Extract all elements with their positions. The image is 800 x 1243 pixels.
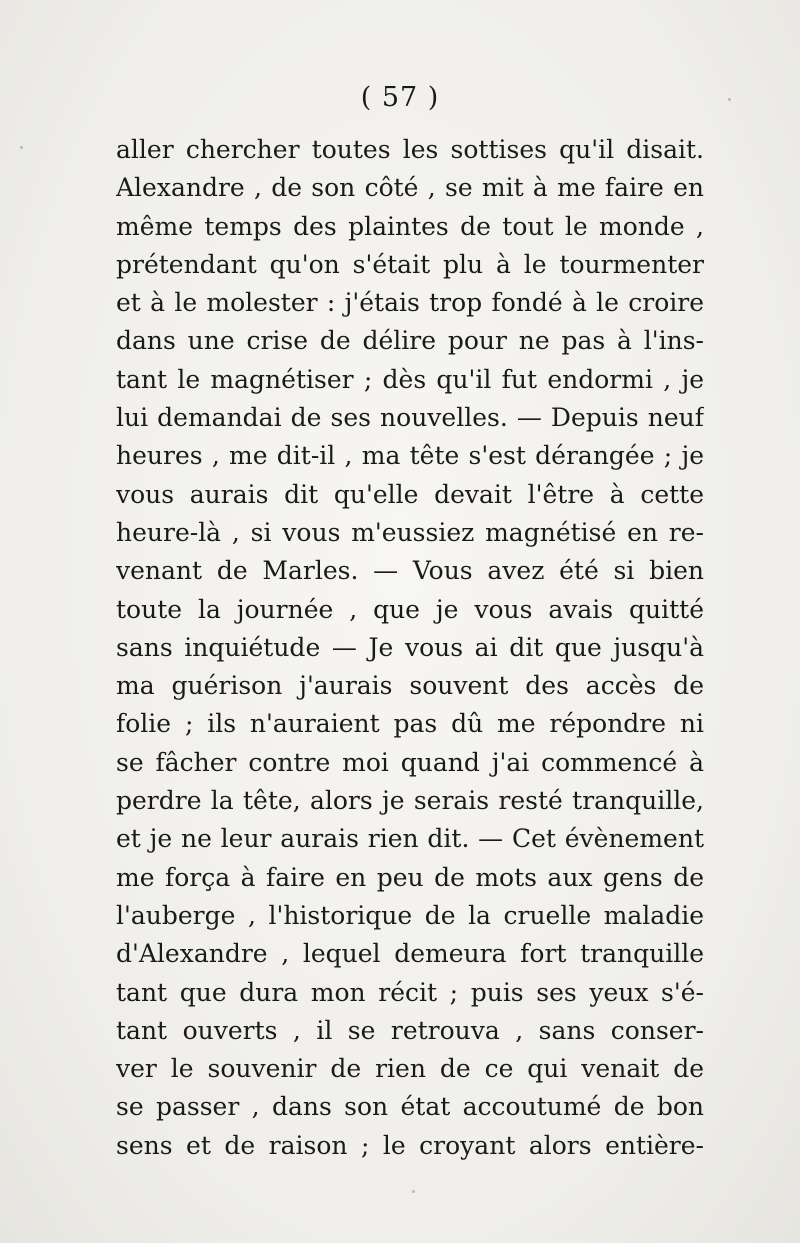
text-line: l'auberge , l'historique de la cruelle maladie bbox=[116, 900, 704, 930]
text-line: vous aurais dit qu'elle devait l'être à cette bbox=[116, 479, 704, 509]
text-line: même temps des plaintes de tout le monde , bbox=[116, 211, 704, 241]
text-line: tant ouverts , il se retrouva , sans conser- bbox=[116, 1015, 704, 1045]
text-line: aller chercher toutes les sottises qu'il disait. bbox=[116, 135, 704, 164]
text-line: lui demandai de ses nouvelles. — Depuis neuf bbox=[116, 403, 704, 433]
text-line: se passer , dans son état accoutumé de bon bbox=[116, 1092, 704, 1122]
paper-speck bbox=[728, 98, 731, 101]
paper-speck bbox=[412, 1190, 415, 1193]
text-line: heures , me dit-il , ma tête s'est dérangée ; je bbox=[116, 441, 704, 471]
text-line: folie ; ils n'auraient pas dû me répondre ni bbox=[116, 709, 704, 739]
text-line: tant le magnétiser ; dès qu'il fut endormi , je bbox=[116, 364, 704, 394]
text-line: ver le souvenir de rien de ce qui venait de bbox=[116, 1054, 704, 1084]
text-body bbox=[116, 131, 704, 1165]
text-line: prétendant qu'on s'était plu à le tourmenter bbox=[116, 249, 704, 279]
text-line: Alexandre , de son côté , se mit à me faire en bbox=[116, 173, 704, 203]
text-line: toute la journée , que je vous avais quitté bbox=[116, 594, 704, 624]
text-line: perdre la tête, alors je serais resté tranquille, bbox=[116, 786, 704, 816]
text-line: venant de Marles. — Vous avez été si bien bbox=[116, 556, 704, 586]
text-line: et je ne leur aurais rien dit. — Cet évènement bbox=[116, 824, 704, 854]
text-line: dans une crise de délire pour ne pas à l'ins- bbox=[116, 326, 704, 356]
text-line: sens et de raison ; le croyant alors entière- bbox=[116, 1130, 704, 1160]
text-line: me força à faire en peu de mots aux gens de bbox=[116, 862, 704, 892]
text-line: sans inquiétude — Je vous ai dit que jusqu'à bbox=[116, 632, 704, 662]
text-line: et à le molester : j'étais trop fondé à le croire bbox=[116, 288, 704, 318]
text-line: se fâcher contre moi quand j'ai commencé à bbox=[116, 747, 704, 777]
text-line: tant que dura mon récit ; puis ses yeux s'é- bbox=[116, 977, 704, 1007]
page-number: ( 57 ) bbox=[360, 82, 440, 113]
text-line: d'Alexandre , lequel demeura fort tranquille bbox=[116, 939, 704, 969]
paper-speck bbox=[20, 146, 23, 149]
text-line: ma guérison j'aurais souvent des accès de bbox=[116, 671, 704, 701]
text-line: heure-là , si vous m'eussiez magnétisé en re- bbox=[116, 517, 704, 547]
